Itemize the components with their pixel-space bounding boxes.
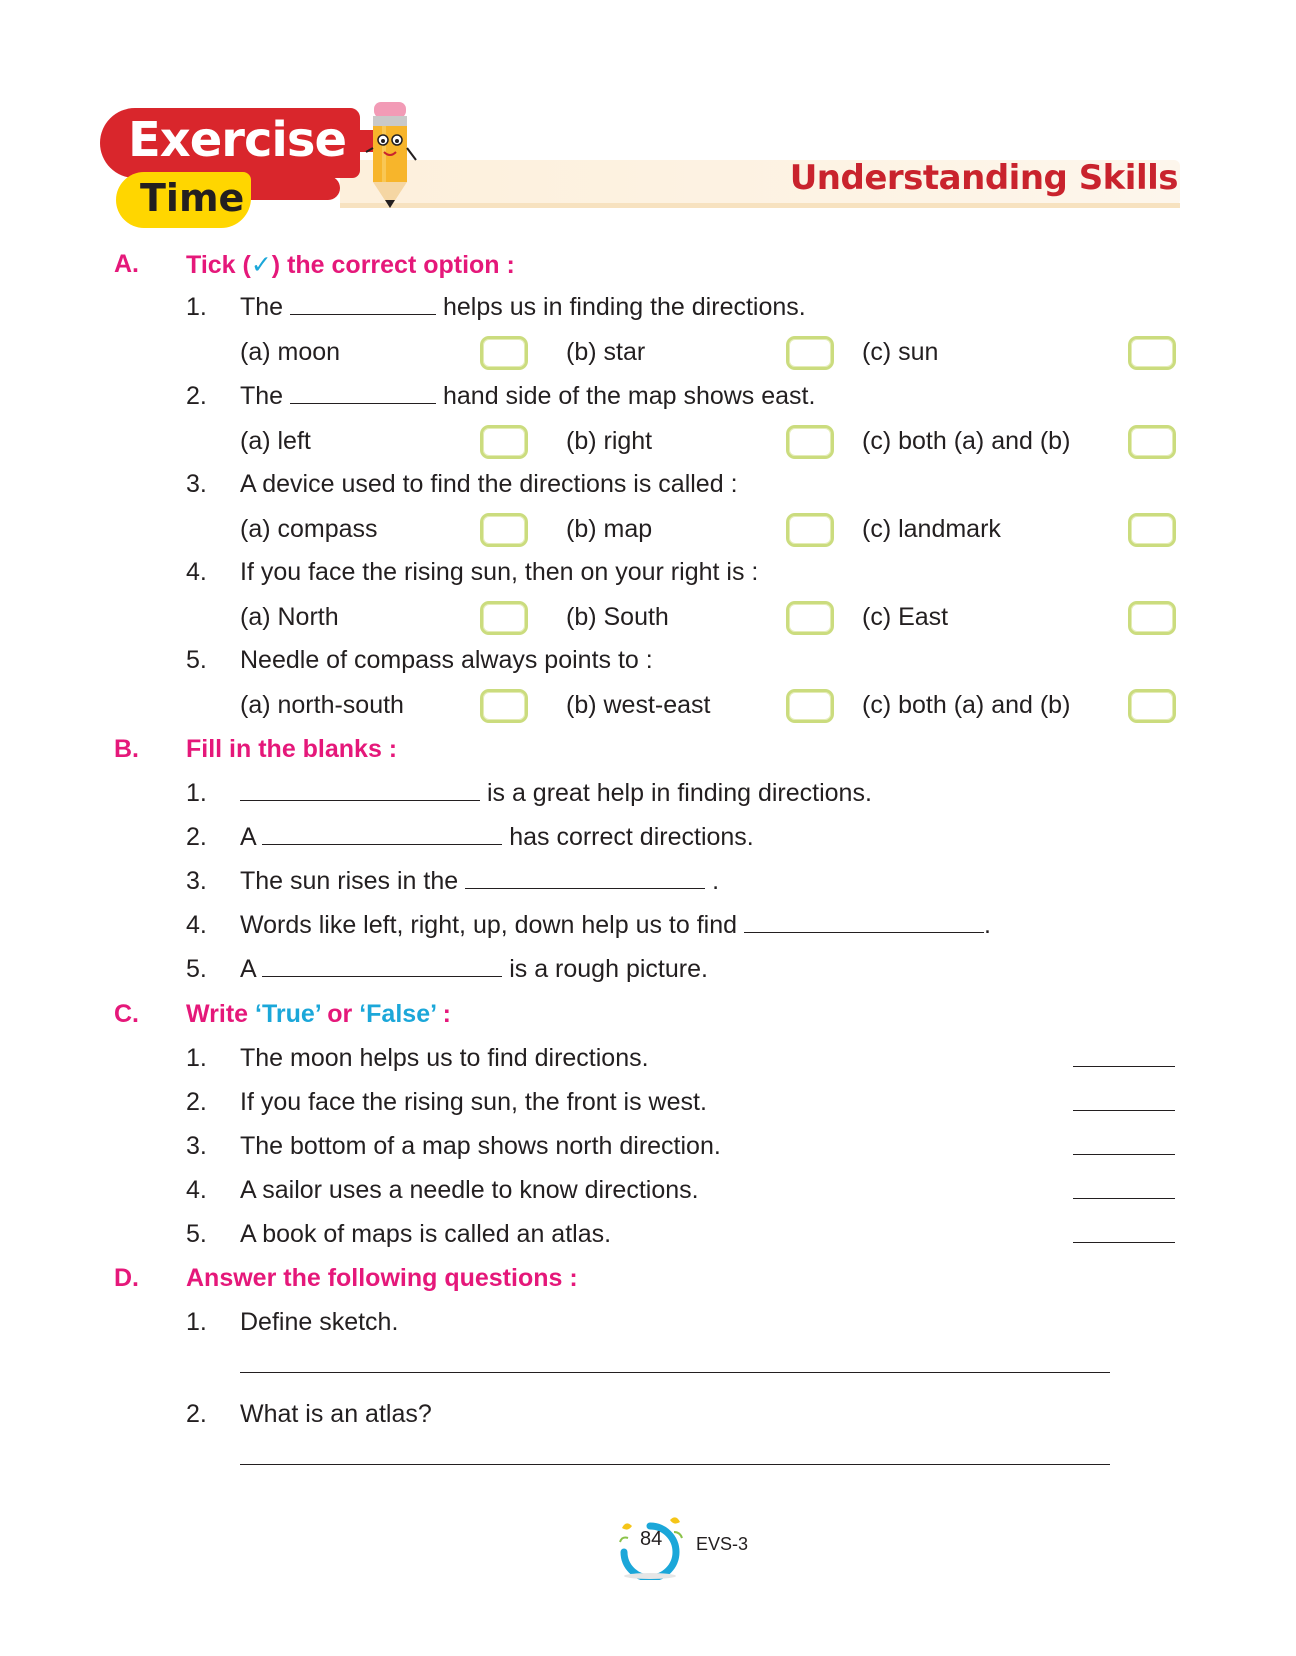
tick-checkbox[interactable]: [786, 336, 834, 370]
statement-text: If you face the rising sun, the front is west.: [240, 1088, 707, 1116]
book-code: EVS-3: [696, 1534, 749, 1554]
time-label: Time: [140, 176, 245, 220]
question-number: 4.: [186, 558, 207, 586]
question-text: A is a rough picture.: [240, 955, 708, 983]
option-label: (c) both (a) and (b): [862, 691, 1071, 719]
question-text: Define sketch.: [240, 1308, 399, 1336]
tick-checkbox[interactable]: [1128, 601, 1176, 635]
question-number: 4.: [186, 1176, 207, 1204]
answer-blank[interactable]: [290, 294, 436, 315]
section-c-letter: C.: [114, 1000, 139, 1028]
answer-blank[interactable]: [240, 780, 480, 801]
question-number: 2.: [186, 1400, 207, 1428]
tick-checkbox[interactable]: [786, 513, 834, 547]
question-number: 5.: [186, 955, 207, 983]
section-a-title: Tick (✓) the correct option :: [186, 251, 515, 279]
tick-checkbox[interactable]: [1128, 689, 1176, 723]
question-number: 5.: [186, 1220, 207, 1248]
true-false-answer-line[interactable]: [1073, 1154, 1175, 1155]
section-b-title: Fill in the blanks :: [186, 735, 398, 763]
tick-checkbox[interactable]: [480, 425, 528, 459]
option-label: (a) left: [240, 427, 311, 455]
tick-checkbox[interactable]: [786, 601, 834, 635]
page-number: 84: [640, 1528, 663, 1550]
question-text: If you face the rising sun, then on your right is :: [240, 558, 759, 586]
question-number: 1.: [186, 779, 207, 807]
option-label: (b) right: [566, 427, 653, 455]
statement-text: A sailor uses a needle to know directions.: [240, 1176, 699, 1204]
question-number: 1.: [186, 1308, 207, 1336]
true-false-answer-line[interactable]: [1073, 1110, 1175, 1111]
tick-checkbox[interactable]: [480, 689, 528, 723]
question-number: 1.: [186, 1044, 207, 1072]
section-b-letter: B.: [114, 735, 139, 763]
true-false-answer-line[interactable]: [1073, 1066, 1175, 1067]
question-text: Needle of compass always points to :: [240, 646, 653, 674]
skill-title: Understanding Skills: [789, 158, 1178, 198]
option-label: (b) South: [566, 603, 669, 631]
tick-mark-icon: ✓: [250, 251, 272, 279]
section-d-letter: D.: [114, 1264, 139, 1292]
tick-checkbox[interactable]: [1128, 425, 1176, 459]
option-label: (a) compass: [240, 515, 378, 543]
option-label: (c) sun: [862, 338, 939, 366]
tick-checkbox[interactable]: [480, 336, 528, 370]
question-number: 3.: [186, 867, 207, 895]
option-label: (c) East: [862, 603, 949, 631]
section-a-letter: A.: [114, 250, 139, 278]
option-label: (a) North: [240, 603, 339, 631]
answer-blank[interactable]: [262, 956, 502, 977]
question-text: is a great help in finding directions.: [240, 779, 872, 808]
question-number: 3.: [186, 1132, 207, 1160]
question-number: 2.: [186, 382, 207, 410]
question-text: A device used to find the directions is called :: [240, 470, 738, 498]
question-number: 2.: [186, 1088, 207, 1116]
question-number: 4.: [186, 911, 207, 939]
tick-checkbox[interactable]: [1128, 336, 1176, 370]
tick-checkbox[interactable]: [786, 425, 834, 459]
tick-checkbox[interactable]: [1128, 513, 1176, 547]
question-text: The hand side of the map shows east.: [240, 382, 816, 410]
tick-checkbox[interactable]: [786, 689, 834, 723]
true-false-answer-line[interactable]: [1073, 1198, 1175, 1199]
section-d-title: Answer the following questions :: [186, 1264, 578, 1292]
question-number: 1.: [186, 293, 207, 321]
option-label: (b) west-east: [566, 691, 711, 719]
question-text: What is an atlas?: [240, 1400, 432, 1428]
question-number: 2.: [186, 823, 207, 851]
true-false-answer-line[interactable]: [1073, 1242, 1175, 1243]
answer-blank[interactable]: [290, 383, 436, 404]
question-text: Words like left, right, up, down help us to find .: [240, 911, 991, 939]
answer-line[interactable]: [240, 1372, 1110, 1373]
statement-text: The moon helps us to find directions.: [240, 1044, 649, 1072]
answer-line[interactable]: [240, 1464, 1110, 1465]
statement-text: A book of maps is called an atlas.: [240, 1220, 612, 1248]
option-label: (a) moon: [240, 338, 341, 366]
option-label: (c) landmark: [862, 515, 1001, 543]
pencil-mascot-icon: [360, 100, 420, 212]
exercise-label: Exercise: [128, 112, 347, 168]
answer-blank[interactable]: [465, 868, 705, 889]
question-number: 3.: [186, 470, 207, 498]
question-text: A has correct directions.: [240, 823, 754, 851]
section-c-title: Write ‘True’ or ‘False’ :: [186, 1000, 451, 1028]
answer-blank[interactable]: [744, 912, 984, 933]
header-strip-underline: [340, 203, 1180, 208]
question-text: The sun rises in the .: [240, 867, 720, 895]
tick-checkbox[interactable]: [480, 513, 528, 547]
statement-text: The bottom of a map shows north direction.: [240, 1132, 721, 1160]
option-label: (c) both (a) and (b): [862, 427, 1071, 455]
option-label: (b) map: [566, 515, 653, 543]
question-number: 5.: [186, 646, 207, 674]
question-text: The helps us in finding the directions.: [240, 293, 806, 321]
answer-blank[interactable]: [262, 824, 502, 845]
option-label: (b) star: [566, 338, 646, 366]
tick-checkbox[interactable]: [480, 601, 528, 635]
option-label: (a) north-south: [240, 691, 404, 719]
